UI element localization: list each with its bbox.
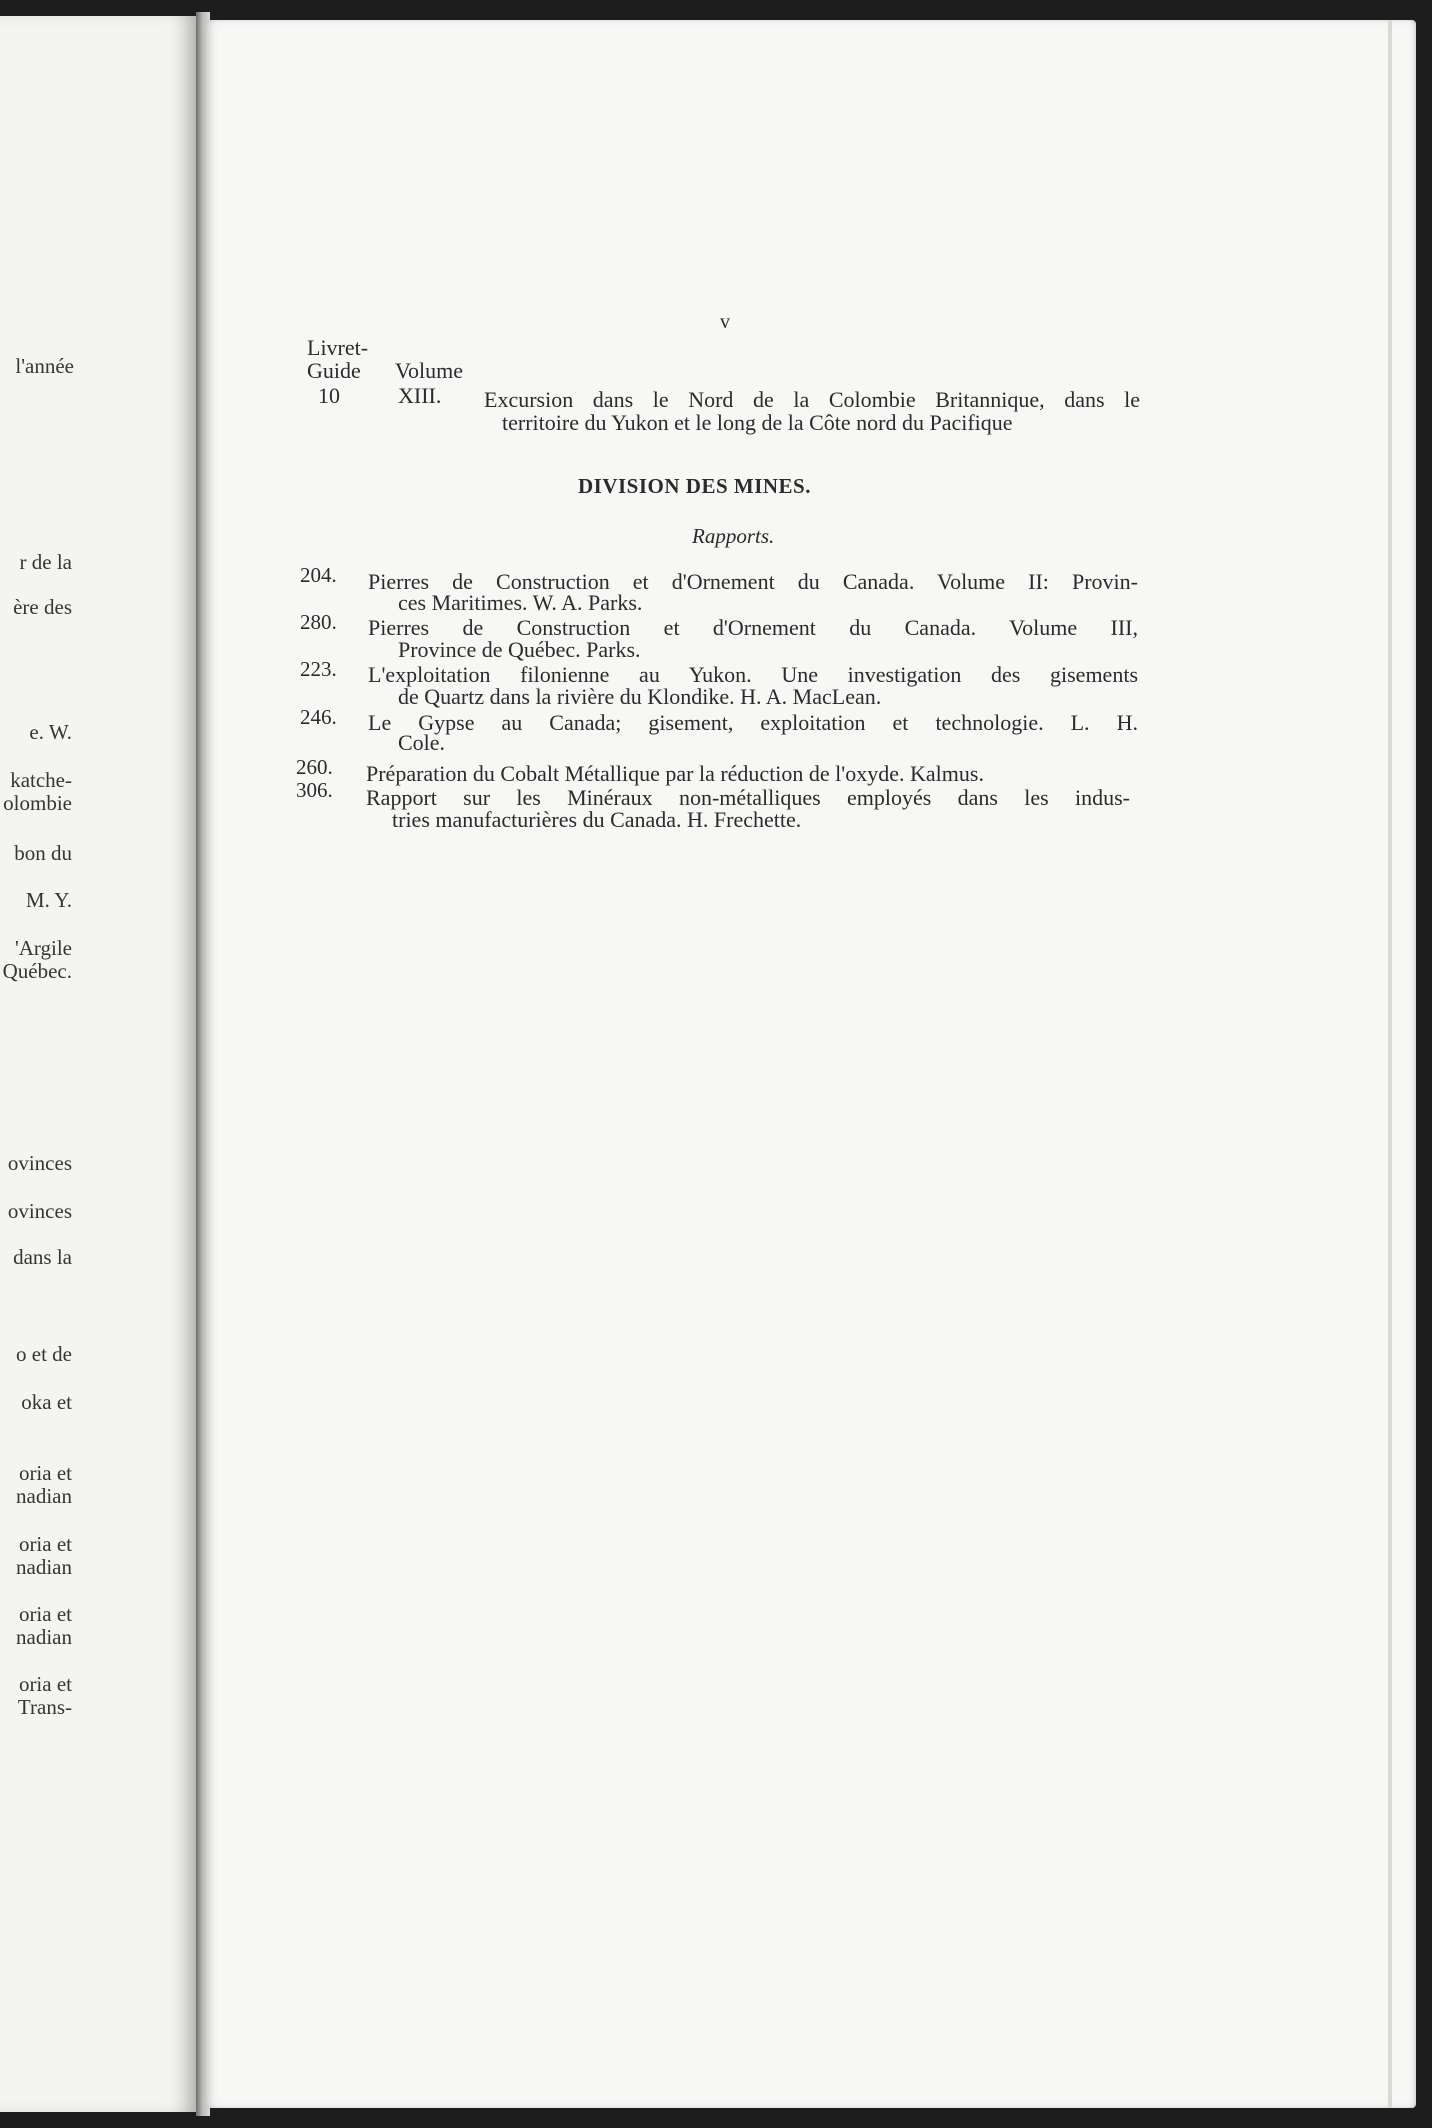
left-page-line: 'Argile (14, 936, 72, 960)
left-page-line: nadian (16, 1625, 72, 1649)
left-page-line: nadian (16, 1555, 72, 1579)
left-page-line: oria et (18, 1672, 72, 1696)
page-edge (1388, 20, 1392, 2108)
left-page-line: l'année (15, 354, 74, 378)
left-page-line: bon du (14, 841, 72, 865)
report-number: 223. (300, 657, 337, 681)
guide-entry-line: territoire du Yukon et le long de la Côte nord du Pacifique (502, 410, 1013, 435)
subheading: Rapports. (692, 524, 775, 548)
left-facing-page (0, 16, 196, 2112)
left-page-line: M. Y. (25, 888, 72, 912)
left-page-line: e. W. (29, 720, 72, 744)
report-line: de Quartz dans la rivière du Klondike. H. A. MacLean. (398, 684, 882, 709)
left-page-line: oria et (18, 1532, 72, 1556)
guide-number: 10 (318, 383, 340, 408)
report-line: tries manufacturières du Canada. H. Frechette. (392, 807, 802, 832)
guide-volume: XIII. (398, 383, 442, 408)
report-line: Pierres de Construction et d'Ornement du Canada. Volume III, (368, 615, 1138, 640)
report-line: L'exploitation filonienne au Yukon. Une investigation des gisements (368, 662, 1138, 687)
left-page-line: Trans- (17, 1695, 72, 1719)
left-page-line: katche- (10, 768, 72, 792)
page-folio: v (720, 311, 730, 333)
report-line: Rapport sur les Minéraux non-métalliques employés dans les indus- (366, 785, 1130, 810)
right-page (206, 20, 1416, 2108)
left-page-line: r de la (19, 550, 72, 574)
guide-entry-line: Excursion dans le Nord de la Colombie Britannique, dans le (484, 387, 1140, 412)
report-number: 204. (300, 563, 337, 587)
column-header-volume: Volume (395, 358, 464, 383)
left-page-line: o et de (16, 1342, 72, 1366)
report-line: ces Maritimes. W. A. Parks. (398, 590, 643, 615)
report-line: Le Gypse au Canada; gisement, exploitation et technologie. L. H. (368, 710, 1138, 735)
left-page-line: ovinces (7, 1151, 72, 1175)
left-page-line: dans la (13, 1245, 72, 1269)
left-page-line: Québec. (2, 959, 72, 983)
column-header-guide: Guide (307, 358, 361, 383)
report-line: Pierres de Construction et d'Ornement du Canada. Volume II: Provin- (368, 569, 1138, 594)
left-page-line: ovinces (7, 1199, 72, 1223)
report-number: 280. (300, 610, 337, 634)
report-line: Préparation du Cobalt Métallique par la réduction de l'oxyde. Kalmus. (366, 761, 984, 786)
report-line: Cole. (398, 730, 446, 755)
left-page-line: nadian (16, 1484, 72, 1508)
report-number: 246. (300, 705, 337, 729)
left-page-line: olombie (3, 791, 72, 815)
report-number: 260. (296, 755, 333, 779)
report-line: Province de Québec. Parks. (398, 637, 641, 662)
report-number: 306. (296, 778, 333, 802)
left-page-line: oria et (18, 1602, 72, 1626)
section-heading: DIVISION DES MINES. (578, 474, 811, 498)
left-page-line: ère des (13, 595, 72, 619)
left-page-line: oria et (18, 1461, 72, 1485)
column-header-livret: Livret- (307, 335, 369, 360)
left-page-line: oka et (21, 1390, 72, 1414)
